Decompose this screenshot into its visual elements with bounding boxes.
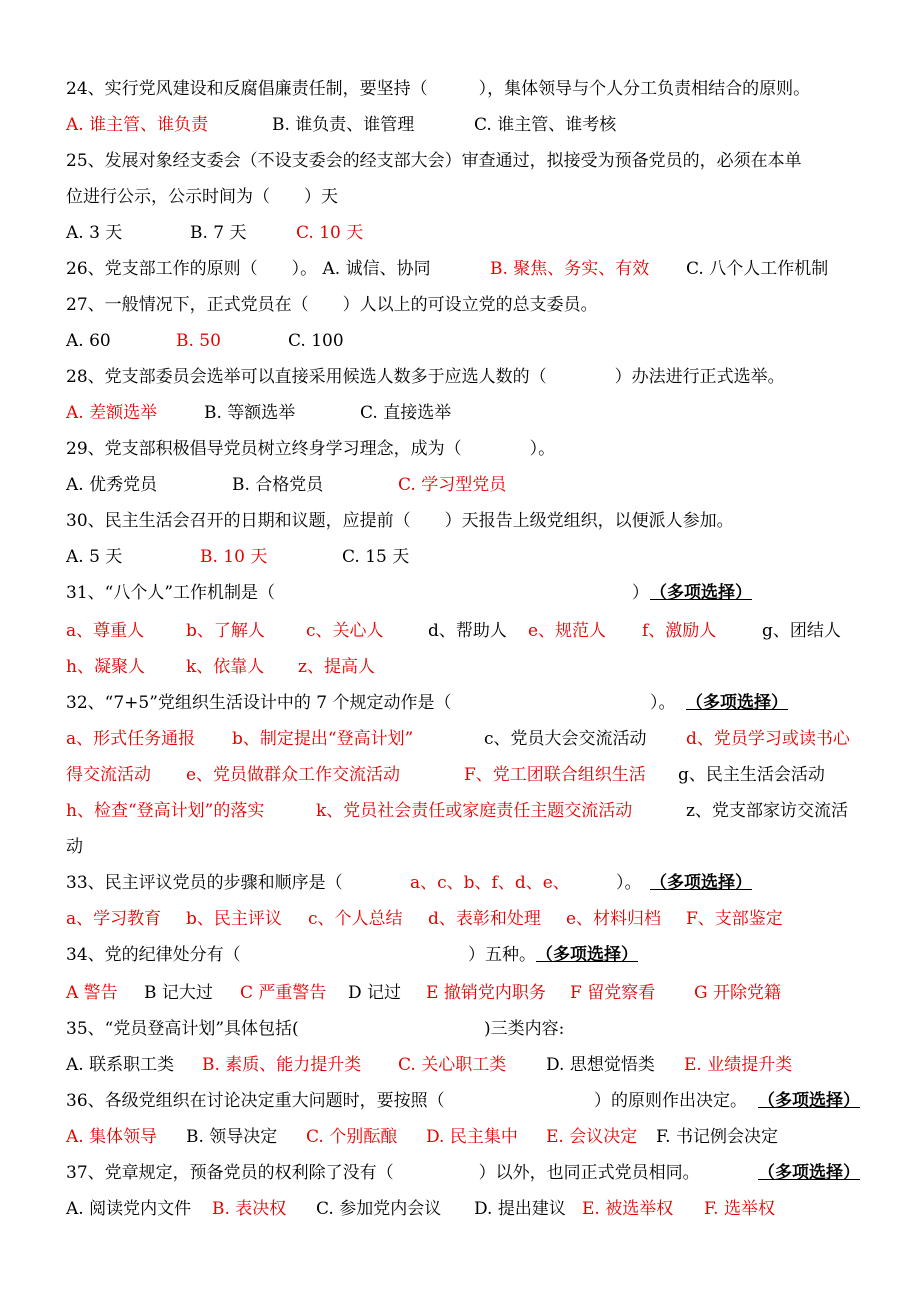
text-segment: B. 7 天 [190, 223, 247, 243]
text-segment: C. 15 天 [342, 547, 410, 567]
answer-text: E 撤销党内职务 [426, 983, 546, 1003]
text-line [66, 582, 880, 604]
text-line [66, 78, 880, 100]
text-segment: ）五种。 [468, 945, 536, 965]
text-segment: F. 书记例会决定 [656, 1127, 778, 1147]
multi-select-tag: （多项选择） [758, 1091, 860, 1111]
text-segment: 28、党支部委员会选举可以直接采用候选人数多于应选人数的（ ）办法进行正式选举。 [66, 367, 785, 387]
text-segment: c、党员大会交流活动 [484, 729, 647, 749]
text-segment: A. 5 天 [66, 547, 123, 567]
text-segment: C. 八个人工作机制 [686, 259, 829, 279]
answer-text: C. 关心职工类 [398, 1055, 507, 1075]
answer-text: E. 会议决定 [546, 1127, 638, 1147]
text-line [66, 1090, 880, 1112]
answer-text: B. 表决权 [212, 1199, 287, 1219]
text-segment: A. 3 天 [66, 223, 123, 243]
text-line [66, 366, 880, 388]
text-segment: ）的原则作出决定。 [594, 1091, 747, 1111]
answer-text: e、规范人 [528, 621, 607, 641]
text-segment: 31、“八个人”工作机制是（ [66, 583, 276, 603]
answer-text: b、了解人 [186, 621, 265, 641]
text-line [66, 150, 880, 172]
text-segment: C. 直接选举 [360, 403, 452, 423]
text-segment: 27、一般情况下，正式党员在（ ）人以上的可设立党的总支委员。 [66, 295, 598, 315]
answer-text: a、c、b、f、d、e、 [410, 873, 570, 893]
answer-text: A. 谁主管、谁负责 [66, 115, 209, 135]
answer-text: F. 选举权 [704, 1199, 775, 1219]
multi-select-tag: （多项选择） [536, 945, 638, 965]
text-segment: 动 [66, 837, 83, 857]
text-segment: A. 60 [66, 331, 111, 351]
answer-text: a、形式任务通报 [66, 729, 196, 749]
text-segment: A. 联系职工类 [66, 1055, 175, 1075]
answer-text: B. 素质、能力提升类 [202, 1055, 362, 1075]
multi-select-tag: （多项选择） [650, 873, 752, 893]
text-line [66, 438, 880, 460]
text-segment: C. 参加党内会议 [316, 1199, 442, 1219]
answer-text: a、尊重人 [66, 621, 145, 641]
answer-text: a、学习教育 [66, 909, 162, 929]
text-segment: C. 100 [288, 331, 344, 351]
text-segment: 33、民主评议党员的步骤和顺序是（ [66, 873, 343, 893]
answer-text: b、民主评议 [186, 909, 282, 929]
text-segment: 37、党章规定，预备党员的权利除了没有（ ）以外，也同正式党员相同。 [66, 1163, 700, 1183]
answer-text: B. 50 [176, 331, 221, 351]
text-line [66, 294, 880, 316]
text-segment: d、帮助人 [428, 621, 507, 641]
answer-text: d、党员学习或读书心 [686, 729, 850, 749]
text-segment: 位进行公示，公示时间为（ ）天 [66, 187, 338, 207]
answer-text: C. 学习型党员 [398, 475, 507, 495]
answer-text: A. 集体领导 [66, 1127, 158, 1147]
answer-text: D. 民主集中 [426, 1127, 518, 1147]
answer-text: c、关心人 [306, 621, 384, 641]
text-segment: B. 谁负责、谁管理 [272, 115, 415, 135]
answer-text: E. 被选举权 [582, 1199, 674, 1219]
answer-text: C 严重警告 [240, 983, 327, 1003]
text-segment: D. 思想觉悟类 [546, 1055, 655, 1075]
text-segment: D. 提出建议 [474, 1199, 566, 1219]
answer-text: A 警告 [66, 983, 118, 1003]
answer-text: B. 10 天 [200, 547, 268, 567]
answer-text: f、激励人 [642, 621, 717, 641]
answer-text: F、党工团联合组织生活 [464, 765, 646, 785]
answer-text: b、制定提出“登高计划” [232, 729, 414, 749]
text-segment: g、民主生活会活动 [678, 765, 825, 785]
answer-text: k、依靠人 [186, 657, 265, 677]
multi-select-tag: （多项选择） [758, 1163, 860, 1183]
text-segment: 26、党支部工作的原则（ ）。 A. 诚信、协同 [66, 259, 431, 279]
text-segment: ）。 [650, 693, 676, 713]
answer-text: e、党员做群众工作交流活动 [186, 765, 401, 785]
text-segment: 24、实行党风建设和反腐倡廉责任制，要坚持（ ），集体领导与个人分工负责相结合的原则。 [66, 79, 811, 99]
text-segment: A. 阅读党内文件 [66, 1199, 192, 1219]
text-segment: )三类内容: [484, 1019, 565, 1039]
text-line [66, 836, 880, 858]
text-line [66, 872, 880, 894]
text-line [66, 186, 880, 208]
text-segment: ） [632, 583, 649, 603]
answer-text: c、个人总结 [308, 909, 403, 929]
answer-text: E. 业绩提升类 [684, 1055, 793, 1075]
text-line [66, 510, 880, 532]
answer-text: k、党员社会责任或家庭责任主题交流活动 [316, 801, 633, 821]
answer-text: e、材料归档 [566, 909, 662, 929]
text-segment: 32、“7+5”党组织生活设计中的 7 个规定动作是（ [66, 693, 452, 713]
text-segment: 25、发展对象经支委会（不设支委会的经支部大会）审查通过，拟接受为预备党员的，必须在本单 [66, 151, 802, 171]
answer-text: B. 聚焦、务实、有效 [490, 259, 650, 279]
text-segment: 34、党的纪律处分有（ [66, 945, 241, 965]
text-segment: B. 合格党员 [232, 475, 324, 495]
answer-text: h、检查“登高计划”的落实 [66, 801, 265, 821]
text-segment: ）。 [616, 873, 642, 893]
answer-text: F、支部鉴定 [686, 909, 783, 929]
text-segment: B. 领导决定 [186, 1127, 278, 1147]
text-segment: A. 优秀党员 [66, 475, 158, 495]
text-segment: 30、民主生活会召开的日期和议题，应提前（ ）天报告上级党组织，以便派人参加。 [66, 511, 734, 531]
text-segment: g、团结人 [762, 621, 841, 641]
text-segment: B 记大过 [144, 983, 213, 1003]
text-line [66, 1162, 880, 1184]
answer-text: F 留党察看 [570, 983, 656, 1003]
text-segment: B. 等额选举 [204, 403, 296, 423]
text-line [66, 692, 880, 714]
multi-select-tag: （多项选择） [686, 693, 788, 713]
text-segment: 36、各级党组织在讨论决定重大问题时，要按照（ [66, 1091, 445, 1111]
answer-text: G 开除党籍 [694, 983, 781, 1003]
text-line [66, 258, 880, 280]
answer-text: h、凝聚人 [66, 657, 145, 677]
text-segment: C. 谁主管、谁考核 [474, 115, 617, 135]
answer-text: d、表彰和处理 [428, 909, 541, 929]
answer-text: A. 差额选举 [66, 403, 158, 423]
text-segment: z、党支部家访交流活 [686, 801, 848, 821]
answer-text: z、提高人 [298, 657, 375, 677]
text-line [66, 1018, 880, 1040]
text-line [66, 944, 880, 966]
answer-text: 得交流活动 [66, 765, 151, 785]
answer-text: C. 个别酝酿 [306, 1127, 398, 1147]
text-segment: 35、“党员登高计划”具体包括( [66, 1019, 299, 1039]
text-segment: 29、党支部积极倡导党员树立终身学习理念，成为（ ）。 [66, 439, 556, 459]
answer-text: C. 10 天 [296, 223, 364, 243]
text-segment: D 记过 [348, 983, 402, 1003]
multi-select-tag: （多项选择） [650, 583, 752, 603]
